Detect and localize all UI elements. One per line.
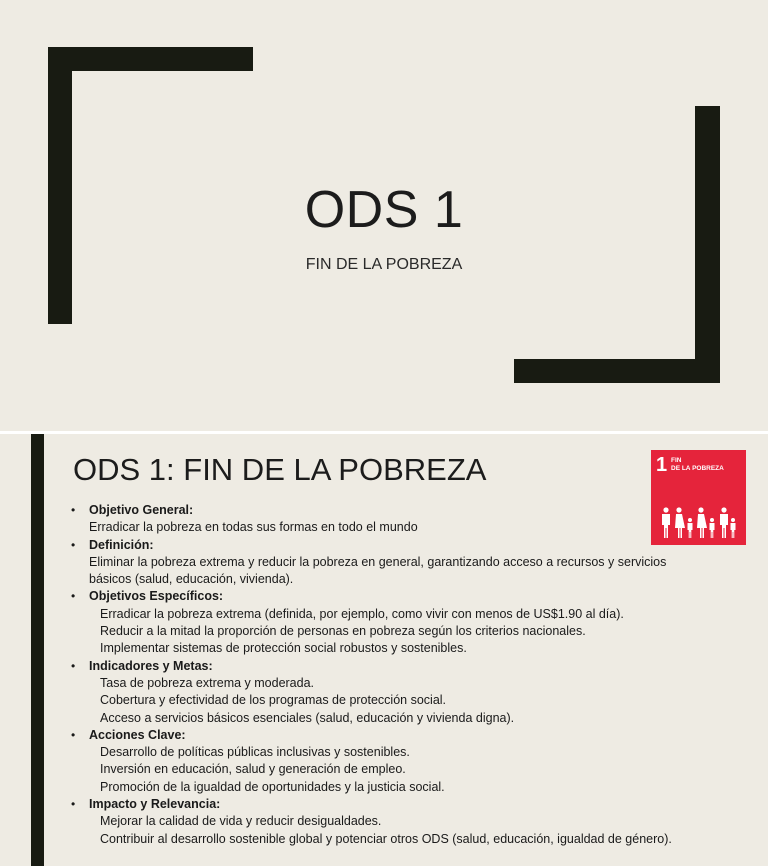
title-slide <box>0 0 768 431</box>
sdg-label-line2: DE LA POBREZA <box>671 465 724 472</box>
section-line: Contribuir al desarrollo sostenible global y potenciar otros ODS (salud, educación, igualdad de género). <box>100 831 672 846</box>
section-line: Erradicar la pobreza extrema (definida, por ejemplo, como vivir con menos de US$1.90 al día). <box>100 606 624 621</box>
list-item <box>71 537 751 589</box>
list-item <box>71 502 751 537</box>
section-line: Inversión en educación, salud y generación de empleo. <box>100 762 406 777</box>
section-line: Desarrollo de políticas públicas inclusivas y sostenibles. <box>100 745 410 760</box>
section-heading: Objetivos Específicos: <box>89 589 224 604</box>
section-line: Erradicar la pobreza en todas sus formas en todo el mundo <box>89 520 418 535</box>
list-item <box>71 658 751 727</box>
bullet-icon: • <box>71 537 76 552</box>
section-heading: Indicadores y Metas: <box>89 658 213 673</box>
bullet-icon: • <box>71 503 76 517</box>
sdg-label <box>671 457 724 473</box>
section-line: básicos (salud, educación, vivienda). <box>89 572 294 587</box>
section-heading: Impacto y Relevancia: <box>89 797 221 812</box>
section-line: Eliminar la pobreza extrema y reducir la pobreza en general, garantizando acceso a recursos y servicios <box>89 554 667 569</box>
section-line: Mejorar la calidad de vida y reducir desigualdades. <box>100 814 382 829</box>
corner-bracket-bottom-right <box>514 359 720 383</box>
list-item <box>71 796 751 848</box>
list-item <box>71 727 751 796</box>
section-heading: Definición: <box>89 537 154 552</box>
sdg-label-line1: FIN <box>671 457 682 464</box>
list-item <box>71 588 751 657</box>
section-heading: Acciones Clave: <box>89 727 186 742</box>
section-line: Reducir a la mitad la proporción de personas en pobreza según los criterios nacionales. <box>100 624 586 639</box>
section-heading: Objetivo General: <box>89 503 194 517</box>
bullet-list <box>71 502 751 848</box>
slide-title: ODS 1 <box>304 181 464 239</box>
section-line: Promoción de la igualdad de oportunidades y la justicia social. <box>100 779 445 794</box>
section-line: Tasa de pobreza extrema y moderada. <box>100 675 315 690</box>
slide-title: ODS 1: FIN DE LA POBREZA <box>73 452 487 487</box>
bullet-icon: • <box>71 589 76 604</box>
corner-bracket-bottom-right-vertical <box>695 106 720 383</box>
content-slide <box>0 434 768 866</box>
section-line: Implementar sistemas de protección social robustos y sostenibles. <box>100 641 467 656</box>
corner-bracket-top-left <box>48 47 253 71</box>
bullet-icon: • <box>71 658 76 673</box>
accent-side-bar <box>31 434 44 866</box>
slide-subtitle: FIN DE LA POBREZA <box>305 256 463 273</box>
bullet-icon: • <box>71 797 76 812</box>
section-line: Acceso a servicios básicos esenciales (salud, educación y vivienda digna). <box>100 710 515 725</box>
bullet-icon: • <box>71 727 76 742</box>
section-line: Cobertura y efectividad de los programas de protección social. <box>100 693 447 708</box>
sdg-number: 1 <box>656 454 668 476</box>
